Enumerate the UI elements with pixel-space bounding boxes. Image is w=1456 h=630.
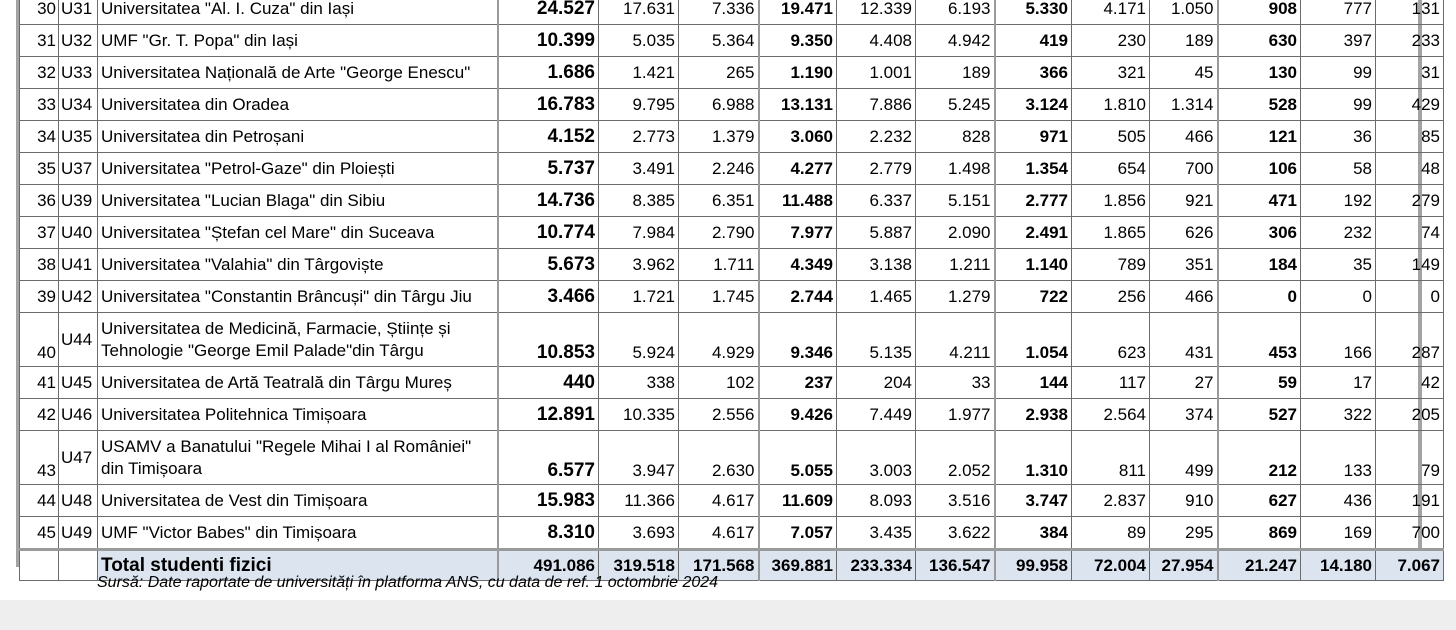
table-row: [20, 517, 1444, 550]
value-cell: 133: [1301, 431, 1376, 485]
university-code: U39: [59, 185, 98, 217]
value-cell: 1.745: [679, 281, 759, 313]
value-cell: 0: [1301, 281, 1376, 313]
table-row: [20, 89, 1444, 121]
value-cell: 36: [1301, 121, 1376, 153]
total-value: 491.086: [498, 550, 599, 581]
value-cell: 1.977: [916, 399, 995, 431]
value-cell: 3.947: [599, 431, 679, 485]
total-value: 319.518: [599, 550, 679, 581]
value-cell: 2.777: [995, 185, 1072, 217]
total-label: Total studenti fizici: [98, 550, 498, 581]
total-value: 99.958: [995, 550, 1072, 581]
value-cell: 2.790: [679, 217, 759, 249]
value-cell: 19.471: [759, 0, 837, 25]
total-value: 233.334: [837, 550, 916, 581]
university-name: Universitatea din Petroșani: [98, 121, 498, 153]
value-cell: 8.093: [837, 485, 916, 517]
value-cell: 205: [1376, 399, 1444, 431]
value-cell: 102: [679, 367, 759, 399]
value-cell: 4.211: [916, 313, 995, 367]
value-cell: 5.035: [599, 25, 679, 57]
university-code: U45: [59, 367, 98, 399]
value-cell: 0: [1376, 281, 1444, 313]
university-code: U31: [59, 0, 98, 25]
row-index: 45: [20, 517, 59, 550]
table-row: [20, 57, 1444, 89]
row-index: 33: [20, 89, 59, 121]
university-name: Universitatea "Valahia" din Târgoviște: [98, 249, 498, 281]
value-cell: 1.686: [498, 57, 599, 89]
value-cell: 466: [1150, 281, 1218, 313]
value-cell: 6.337: [837, 185, 916, 217]
value-cell: 1.314: [1150, 89, 1218, 121]
value-cell: 471: [1218, 185, 1301, 217]
university-name: Universitatea "Petrol-Gaze" din Ploiești: [98, 153, 498, 185]
value-cell: 3.962: [599, 249, 679, 281]
value-cell: 45: [1150, 57, 1218, 89]
row-index: 41: [20, 367, 59, 399]
table-row: [20, 281, 1444, 313]
value-cell: 191: [1376, 485, 1444, 517]
table-row: [20, 313, 1444, 367]
value-cell: 722: [995, 281, 1072, 313]
university-code: U44: [59, 313, 98, 367]
value-cell: 869: [1218, 517, 1301, 550]
value-cell: 17: [1301, 367, 1376, 399]
value-cell: 0: [1218, 281, 1301, 313]
university-name: Universitatea de Artă Teatrală din Târgu Mureș: [98, 367, 498, 399]
value-cell: 295: [1150, 517, 1218, 550]
university-name: UMF "Gr. T. Popa" din Iași: [98, 25, 498, 57]
university-code: U46: [59, 399, 98, 431]
value-cell: 11.609: [759, 485, 837, 517]
page-bottom-band: [0, 600, 1456, 630]
value-cell: 419: [995, 25, 1072, 57]
value-cell: 2.246: [679, 153, 759, 185]
table-row: [20, 185, 1444, 217]
value-cell: 4.277: [759, 153, 837, 185]
value-cell: 230: [1072, 25, 1150, 57]
value-cell: 700: [1376, 517, 1444, 550]
value-cell: 505: [1072, 121, 1150, 153]
row-index: 34: [20, 121, 59, 153]
value-cell: 1.190: [759, 57, 837, 89]
value-cell: 321: [1072, 57, 1150, 89]
value-cell: 9.346: [759, 313, 837, 367]
value-cell: 626: [1150, 217, 1218, 249]
value-cell: 5.364: [679, 25, 759, 57]
value-cell: 33: [916, 367, 995, 399]
value-cell: 623: [1072, 313, 1150, 367]
value-cell: 189: [916, 57, 995, 89]
value-cell: 5.737: [498, 153, 599, 185]
value-cell: 2.744: [759, 281, 837, 313]
value-cell: 9.426: [759, 399, 837, 431]
value-cell: 4.942: [916, 25, 995, 57]
value-cell: 338: [599, 367, 679, 399]
value-cell: 1.379: [679, 121, 759, 153]
value-cell: 3.138: [837, 249, 916, 281]
value-cell: 3.516: [916, 485, 995, 517]
university-code: U40: [59, 217, 98, 249]
value-cell: 2.938: [995, 399, 1072, 431]
value-cell: 8.310: [498, 517, 599, 550]
total-value: 136.547: [916, 550, 995, 581]
value-cell: 11.366: [599, 485, 679, 517]
value-cell: 5.135: [837, 313, 916, 367]
row-index: 40: [20, 313, 59, 367]
university-code: U34: [59, 89, 98, 121]
university-name: Universitatea Politehnica Timișoara: [98, 399, 498, 431]
value-cell: 7.336: [679, 0, 759, 25]
row-index: 35: [20, 153, 59, 185]
university-code: U49: [59, 517, 98, 550]
value-cell: 499: [1150, 431, 1218, 485]
table-row: [20, 217, 1444, 249]
value-cell: 233: [1376, 25, 1444, 57]
value-cell: 6.351: [679, 185, 759, 217]
value-cell: 106: [1218, 153, 1301, 185]
university-code: U37: [59, 153, 98, 185]
table-row: [20, 249, 1444, 281]
value-cell: 627: [1218, 485, 1301, 517]
value-cell: 436: [1301, 485, 1376, 517]
value-cell: 6.988: [679, 89, 759, 121]
value-cell: 130: [1218, 57, 1301, 89]
value-cell: 1.421: [599, 57, 679, 89]
value-cell: 256: [1072, 281, 1150, 313]
row-index: 38: [20, 249, 59, 281]
value-cell: 85: [1376, 121, 1444, 153]
value-cell: 7.977: [759, 217, 837, 249]
value-cell: 453: [1218, 313, 1301, 367]
value-cell: 5.151: [916, 185, 995, 217]
value-cell: 3.747: [995, 485, 1072, 517]
value-cell: 79: [1376, 431, 1444, 485]
row-index: 32: [20, 57, 59, 89]
university-code: U41: [59, 249, 98, 281]
value-cell: 1.865: [1072, 217, 1150, 249]
value-cell: 10.774: [498, 217, 599, 249]
value-cell: 1.050: [1150, 0, 1218, 25]
value-cell: 1.279: [916, 281, 995, 313]
value-cell: 74: [1376, 217, 1444, 249]
value-cell: 265: [679, 57, 759, 89]
value-cell: 1.310: [995, 431, 1072, 485]
value-cell: 3.491: [599, 153, 679, 185]
value-cell: 16.783: [498, 89, 599, 121]
table-row: [20, 399, 1444, 431]
value-cell: 3.124: [995, 89, 1072, 121]
university-code: U48: [59, 485, 98, 517]
value-cell: 42: [1376, 367, 1444, 399]
value-cell: 384: [995, 517, 1072, 550]
value-cell: 527: [1218, 399, 1301, 431]
blank-cell: [59, 550, 98, 581]
value-cell: 1.354: [995, 153, 1072, 185]
value-cell: 13.131: [759, 89, 837, 121]
table-row: [20, 431, 1444, 485]
value-cell: 12.891: [498, 399, 599, 431]
value-cell: 2.837: [1072, 485, 1150, 517]
university-name: Universitatea de Medicină, Farmacie, Științe și Tehnologie "George Emil Palade"din Târgu: [98, 313, 498, 367]
value-cell: 58: [1301, 153, 1376, 185]
value-cell: 287: [1376, 313, 1444, 367]
value-cell: 828: [916, 121, 995, 153]
row-index: 39: [20, 281, 59, 313]
value-cell: 466: [1150, 121, 1218, 153]
value-cell: 6.193: [916, 0, 995, 25]
row-index: 43: [20, 431, 59, 485]
table-row: [20, 485, 1444, 517]
value-cell: 528: [1218, 89, 1301, 121]
row-index: 31: [20, 25, 59, 57]
row-index: 36: [20, 185, 59, 217]
value-cell: 1.711: [679, 249, 759, 281]
value-cell: 189: [1150, 25, 1218, 57]
value-cell: 5.673: [498, 249, 599, 281]
value-cell: 921: [1150, 185, 1218, 217]
value-cell: 5.055: [759, 431, 837, 485]
university-code: U35: [59, 121, 98, 153]
value-cell: 2.052: [916, 431, 995, 485]
value-cell: 777: [1301, 0, 1376, 25]
value-cell: 654: [1072, 153, 1150, 185]
value-cell: 2.773: [599, 121, 679, 153]
value-cell: 4.408: [837, 25, 916, 57]
value-cell: 144: [995, 367, 1072, 399]
university-name: Universitatea de Vest din Timișoara: [98, 485, 498, 517]
value-cell: 374: [1150, 399, 1218, 431]
value-cell: 6.577: [498, 431, 599, 485]
value-cell: 7.886: [837, 89, 916, 121]
value-cell: 237: [759, 367, 837, 399]
value-cell: 131: [1376, 0, 1444, 25]
value-cell: 4.349: [759, 249, 837, 281]
value-cell: 3.060: [759, 121, 837, 153]
value-cell: 440: [498, 367, 599, 399]
value-cell: 184: [1218, 249, 1301, 281]
university-name: Universitatea "Al. I. Cuza" din Iași: [98, 0, 498, 25]
value-cell: 910: [1150, 485, 1218, 517]
value-cell: 99: [1301, 89, 1376, 121]
value-cell: 2.232: [837, 121, 916, 153]
value-cell: 48: [1376, 153, 1444, 185]
value-cell: 2.564: [1072, 399, 1150, 431]
value-cell: 1.211: [916, 249, 995, 281]
value-cell: 4.171: [1072, 0, 1150, 25]
total-value: 369.881: [759, 550, 837, 581]
value-cell: 700: [1150, 153, 1218, 185]
value-cell: 322: [1301, 399, 1376, 431]
value-cell: 8.385: [599, 185, 679, 217]
value-cell: 15.983: [498, 485, 599, 517]
value-cell: 1.810: [1072, 89, 1150, 121]
value-cell: 59: [1218, 367, 1301, 399]
value-cell: 204: [837, 367, 916, 399]
value-cell: 351: [1150, 249, 1218, 281]
value-cell: 5.887: [837, 217, 916, 249]
value-cell: 7.984: [599, 217, 679, 249]
value-cell: 166: [1301, 313, 1376, 367]
value-cell: 117: [1072, 367, 1150, 399]
value-cell: 10.335: [599, 399, 679, 431]
university-name: UMF "Victor Babes" din Timișoara: [98, 517, 498, 550]
value-cell: 397: [1301, 25, 1376, 57]
value-cell: 27: [1150, 367, 1218, 399]
students-table: [19, 0, 1444, 581]
value-cell: 3.622: [916, 517, 995, 550]
value-cell: 212: [1218, 431, 1301, 485]
total-value: 14.180: [1301, 550, 1376, 581]
value-cell: 2.779: [837, 153, 916, 185]
row-index: 37: [20, 217, 59, 249]
value-cell: 630: [1218, 25, 1301, 57]
value-cell: 99: [1301, 57, 1376, 89]
value-cell: 10.399: [498, 25, 599, 57]
value-cell: 4.152: [498, 121, 599, 153]
university-name: USAMV a Banatului "Regele Mihai I al României" din Timișoara: [98, 431, 498, 485]
value-cell: 1.856: [1072, 185, 1150, 217]
value-cell: 2.630: [679, 431, 759, 485]
value-cell: 5.924: [599, 313, 679, 367]
total-value: 7.067: [1376, 550, 1444, 581]
value-cell: 121: [1218, 121, 1301, 153]
value-cell: 11.488: [759, 185, 837, 217]
value-cell: 3.435: [837, 517, 916, 550]
value-cell: 3.693: [599, 517, 679, 550]
value-cell: 10.853: [498, 313, 599, 367]
blank-cell: [20, 550, 59, 581]
university-code: U47: [59, 431, 98, 485]
value-cell: 89: [1072, 517, 1150, 550]
value-cell: 3.003: [837, 431, 916, 485]
value-cell: 429: [1376, 89, 1444, 121]
value-cell: 17.631: [599, 0, 679, 25]
value-cell: 366: [995, 57, 1072, 89]
value-cell: 2.556: [679, 399, 759, 431]
value-cell: 9.795: [599, 89, 679, 121]
university-code: U32: [59, 25, 98, 57]
value-cell: 1.001: [837, 57, 916, 89]
total-value: 72.004: [1072, 550, 1150, 581]
value-cell: 431: [1150, 313, 1218, 367]
university-name: Universitatea "Ștefan cel Mare" din Suceava: [98, 217, 498, 249]
university-name: Universitatea "Constantin Brâncuși" din Târgu Jiu: [98, 281, 498, 313]
total-value: 21.247: [1218, 550, 1301, 581]
university-name: Universitatea din Oradea: [98, 89, 498, 121]
university-code: U42: [59, 281, 98, 313]
value-cell: 4.617: [679, 485, 759, 517]
value-cell: 9.350: [759, 25, 837, 57]
value-cell: 789: [1072, 249, 1150, 281]
value-cell: 971: [995, 121, 1072, 153]
value-cell: 1.721: [599, 281, 679, 313]
value-cell: 31: [1376, 57, 1444, 89]
value-cell: 35: [1301, 249, 1376, 281]
value-cell: 192: [1301, 185, 1376, 217]
row-index: 44: [20, 485, 59, 517]
university-code: U33: [59, 57, 98, 89]
value-cell: 149: [1376, 249, 1444, 281]
table-row: [20, 153, 1444, 185]
value-cell: 4.617: [679, 517, 759, 550]
value-cell: 811: [1072, 431, 1150, 485]
value-cell: 4.929: [679, 313, 759, 367]
table-row: [20, 25, 1444, 57]
value-cell: 1.140: [995, 249, 1072, 281]
university-name: Universitatea "Lucian Blaga" din Sibiu: [98, 185, 498, 217]
value-cell: 1.054: [995, 313, 1072, 367]
table-row: [20, 367, 1444, 399]
value-cell: 24.527: [498, 0, 599, 25]
value-cell: 7.057: [759, 517, 837, 550]
value-cell: 7.449: [837, 399, 916, 431]
value-cell: 232: [1301, 217, 1376, 249]
value-cell: 306: [1218, 217, 1301, 249]
value-cell: 169: [1301, 517, 1376, 550]
value-cell: 14.736: [498, 185, 599, 217]
value-cell: 1.465: [837, 281, 916, 313]
value-cell: 3.466: [498, 281, 599, 313]
table-row: [20, 0, 1444, 25]
row-index: 30: [20, 0, 59, 25]
value-cell: 5.330: [995, 0, 1072, 25]
value-cell: 5.245: [916, 89, 995, 121]
value-cell: 279: [1376, 185, 1444, 217]
row-index: 42: [20, 399, 59, 431]
value-cell: 2.491: [995, 217, 1072, 249]
source-note: Sursă: Date raportate de universități în platforma ANS, cu data de ref. 1 octombrie 2024: [97, 574, 719, 591]
value-cell: 908: [1218, 0, 1301, 25]
value-cell: 1.498: [916, 153, 995, 185]
total-value: 27.954: [1150, 550, 1218, 581]
value-cell: 12.339: [837, 0, 916, 25]
value-cell: 2.090: [916, 217, 995, 249]
university-name: Universitatea Națională de Arte "George Enescu": [98, 57, 498, 89]
total-value: 171.568: [679, 550, 759, 581]
table-row: [20, 121, 1444, 153]
